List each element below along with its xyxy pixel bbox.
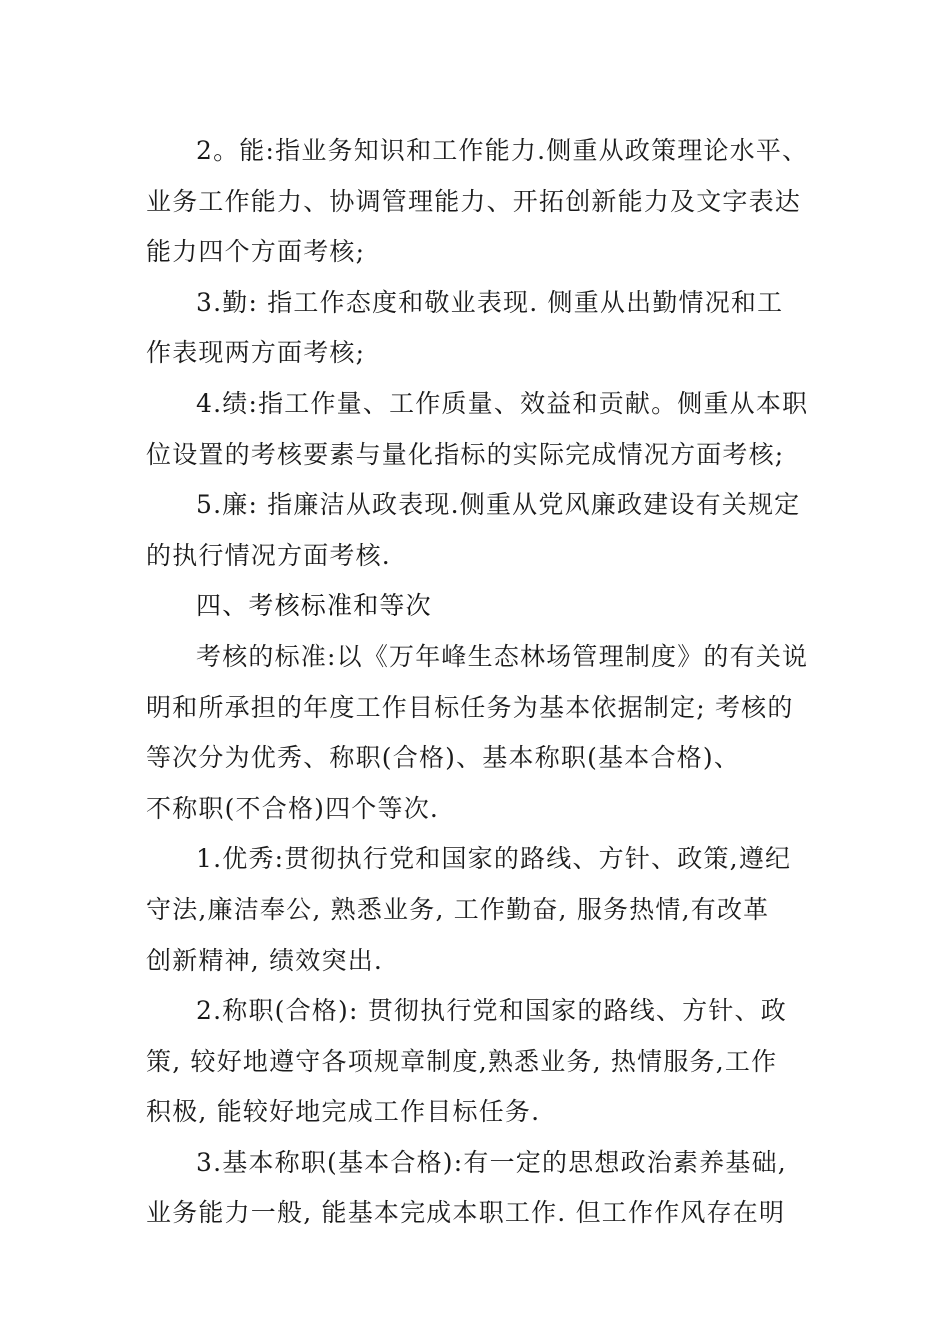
paragraph-line: 业务能力一般, 能基本完成本职工作. 但工作作风存在明 [146, 1198, 786, 1228]
paragraph-line: 4.绩:指工作量、工作质量、效益和贡献。侧重从本职 [196, 388, 809, 418]
paragraph-line: 能力四个方面考核; [146, 237, 366, 267]
paragraph-line: 3.勤: 指工作态度和敬业表现. 侧重从出勤情况和工 [196, 287, 784, 317]
paragraph-line: 2。能:指业务知识和工作能力.侧重从政策理论水平、 [196, 136, 809, 165]
paragraph-line: 明和所承担的年度工作目标任务为基本依据制定; 考核的 [146, 692, 794, 722]
paragraph-line: 1.优秀:贯彻执行党和国家的路线、方针、政策,遵纪 [196, 844, 792, 874]
paragraph-line: 策, 较好地遵守各项规章制度,熟悉业务, 热情服务,工作 [146, 1046, 778, 1076]
document-body [146, 126, 810, 1239]
paragraph-line: 创新精神, 绩效突出. [146, 945, 384, 975]
paragraph-line: 积极, 能较好地完成工作目标任务. [146, 1097, 541, 1127]
paragraph-line: 2.称职(合格): 贯彻执行党和国家的路线、方针、政 [196, 996, 787, 1026]
paragraph-line: 考核的标准:以《万年峰生态林场管理制度》的有关说 [196, 641, 809, 671]
paragraph-line: 不称职(不合格)四个等次. [146, 793, 440, 823]
paragraph-line: 3.基本称职(基本合格):有一定的思想政治素养基础, [196, 1147, 787, 1177]
paragraph-line: 位设置的考核要素与量化指标的实际完成情况方面考核; [146, 439, 785, 469]
section-heading: 四、考核标准和等次 [196, 591, 432, 621]
paragraph-line: 等次分为优秀、称职(合格)、基本称职(基本合格)、 [146, 743, 741, 773]
paragraph-line: 5.廉: 指廉洁从政表现.侧重从党风廉政建设有关规定 [196, 490, 801, 520]
paragraph-line: 守法,廉洁奉公, 熟悉业务, 工作勤奋, 服务热情,有改革 [146, 894, 770, 924]
paragraph-line: 作表现两方面考核; [146, 338, 366, 368]
paragraph-line: 业务工作能力、协调管理能力、开拓创新能力及文字表达 [146, 186, 802, 216]
paragraph-line: 的执行情况方面考核. [146, 540, 391, 570]
